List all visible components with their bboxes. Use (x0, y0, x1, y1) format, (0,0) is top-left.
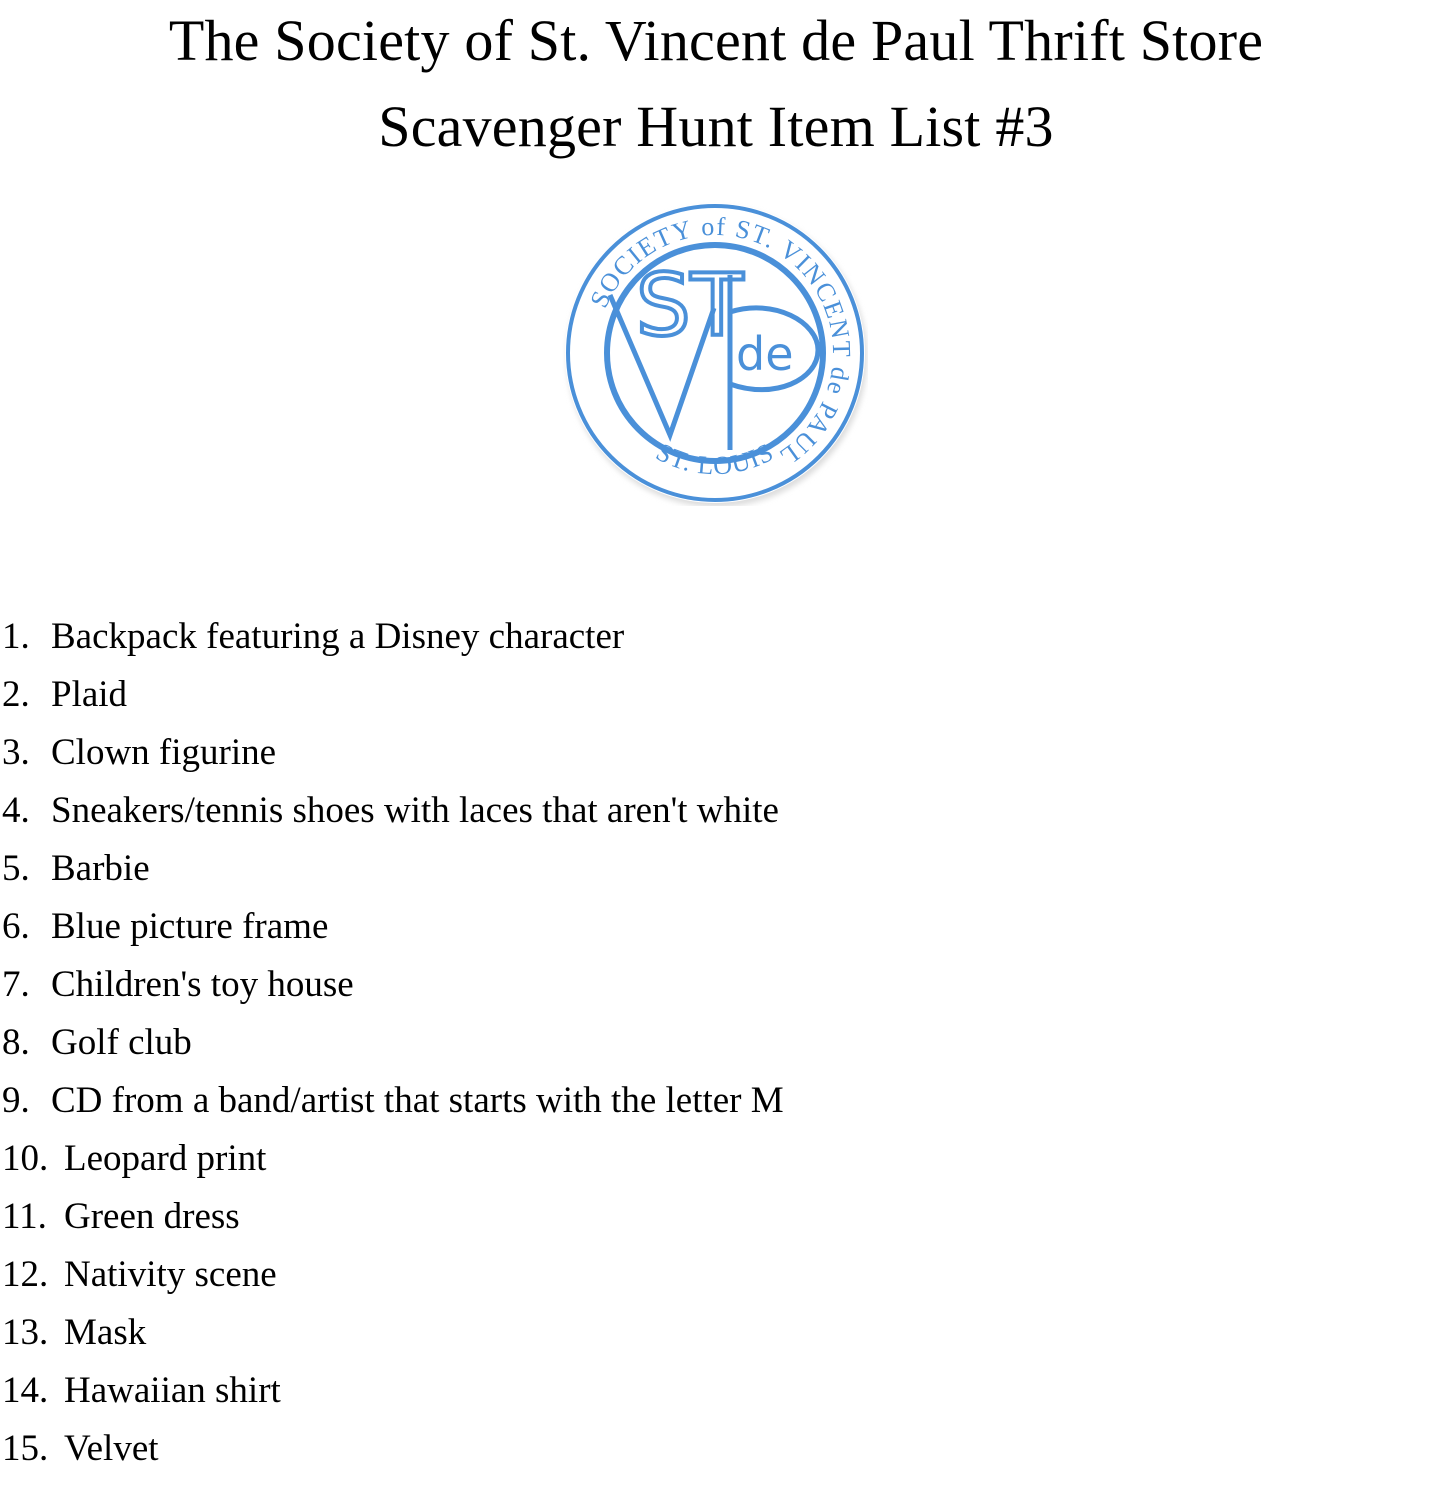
list-item-text: Leopard print (64, 1138, 267, 1179)
list-item-number: 14. (2, 1370, 49, 1411)
seal-ring-text: SOCIETY of ST. VINCENT de PAUL (584, 211, 857, 473)
list-item-number: 4. (2, 790, 30, 831)
list-item-text: Golf club (51, 1022, 192, 1063)
list-item-number: 8. (2, 1022, 30, 1063)
list-item-text: Hawaiian shirt (64, 1370, 281, 1411)
list-item-text: Backpack featuring a Disney character (51, 616, 625, 657)
seal-monogram-st: ST (636, 256, 744, 356)
list-item-number: 5. (2, 848, 30, 889)
svdp-seal-logo (562, 200, 868, 506)
list-item-number: 12. (2, 1254, 49, 1295)
list-item-number: 13. (2, 1312, 49, 1353)
list-item-number: 6. (2, 906, 30, 947)
list-item-text: Nativity scene (64, 1254, 277, 1295)
list-item-number: 15. (2, 1428, 49, 1469)
seal-bottom-text: ST. LOUIS (651, 437, 779, 481)
list-item-text: Children's toy house (51, 964, 354, 1005)
seal-monogram-de: de (736, 327, 794, 381)
list-item-text: Clown figurine (51, 732, 277, 773)
svdp-seal-icon (562, 200, 868, 506)
page-title-line-1: The Society of St. Vincent de Paul Thrift Store (168, 8, 1264, 73)
list-item-text: Sneakers/tennis shoes with laces that aren't white (51, 790, 779, 831)
list-item-number: 1. (2, 616, 30, 657)
list-item-number: 7. (2, 964, 30, 1005)
list-item-text: Blue picture frame (51, 906, 329, 947)
list-item-number: 3. (2, 732, 30, 773)
page-title-line-2: Scavenger Hunt Item List #3 (378, 94, 1054, 159)
list-item-number: 2. (2, 674, 30, 715)
list-item-text: Plaid (51, 674, 128, 715)
list-item-text: Mask (64, 1312, 147, 1353)
list-item-number: 11. (2, 1196, 47, 1237)
list-item-text: CD from a band/artist that starts with the letter M (51, 1080, 784, 1121)
list-item-number: 9. (2, 1080, 30, 1121)
list-item-text: Green dress (64, 1196, 240, 1237)
list-item-text: Barbie (51, 848, 150, 889)
list-item-text: Velvet (64, 1428, 159, 1469)
list-item-number: 10. (2, 1138, 49, 1179)
